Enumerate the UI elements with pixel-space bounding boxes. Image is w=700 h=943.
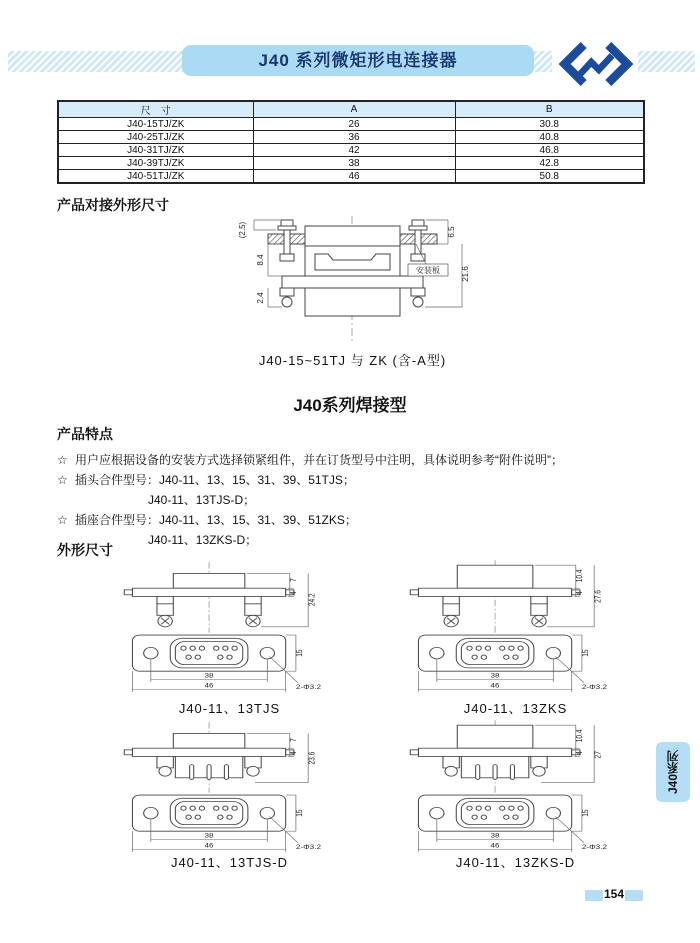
cell-b: 30.8	[455, 118, 644, 131]
feature-text: J40-11、13ZKS-D；	[148, 533, 258, 547]
cell-model: J40-51TJ/ZK	[58, 170, 253, 184]
section-title-outline: 外形尺寸	[57, 542, 113, 558]
dim-flange: 4	[574, 591, 585, 595]
feature-line	[57, 451, 657, 471]
footer-accent-right	[625, 890, 643, 901]
series-side-tab	[656, 742, 690, 802]
star-icon: ☆	[57, 453, 68, 467]
brand-logo-icon	[558, 40, 634, 88]
dim-cap: 10.4	[574, 569, 585, 583]
section-title-mating: 产品对接外形尺寸	[57, 197, 169, 213]
mating-drawing	[230, 214, 475, 346]
feature-line	[57, 471, 657, 491]
outline-drawing-tjs	[112, 557, 347, 695]
footer-accent-left	[585, 890, 603, 901]
dim-label: 2.4	[256, 292, 265, 304]
dim-flange: 4	[288, 751, 299, 755]
outline-drawing-tjs-d	[112, 717, 347, 855]
section-title-features: 产品特点	[57, 426, 113, 442]
cell-model: J40-15TJ/ZK	[58, 118, 253, 131]
cell-a: 38	[253, 157, 455, 170]
cell-b: 46.8	[455, 144, 644, 157]
dim-face-h: 15	[294, 809, 305, 817]
star-icon: ☆	[57, 513, 68, 527]
drawing-caption: J40-11、13TJS-D	[170, 855, 289, 870]
dim-holes: 38	[204, 671, 214, 680]
col-header-size: 尺 寸	[58, 101, 253, 118]
dim-width: 46	[204, 681, 214, 690]
feature-text: 用户应根据设备的安装方式选择锁紧组件，并在订货型号中注明，具体说明参考“附件说明”；	[75, 453, 563, 467]
dimension-table	[57, 100, 645, 184]
feature-line	[57, 511, 657, 531]
mounting-plate-label: 安装板	[416, 266, 440, 275]
table-row	[58, 144, 644, 157]
hole-callout: 2-Φ3.2	[295, 683, 322, 692]
star-icon: ☆	[57, 473, 68, 487]
cell-model: J40-31TJ/ZK	[58, 144, 253, 157]
cell-a: 36	[253, 131, 455, 144]
dim-flange: 4	[288, 591, 299, 595]
cell-b: 40.8	[455, 131, 644, 144]
drawing-caption: J40-11、13ZKS-D	[455, 855, 576, 870]
feature-text: 插头合件型号：J40-11、13、15、31、39、51TJS；	[75, 473, 355, 487]
col-header-b: B	[455, 101, 644, 118]
mating-caption: J40-15~51TJ 与 ZK (含-A型)	[258, 353, 447, 368]
dim-holes: 38	[204, 831, 214, 840]
dim-label: (2.5)	[238, 221, 247, 239]
cell-model: J40-25TJ/ZK	[58, 131, 253, 144]
feature-line	[57, 491, 700, 511]
hole-callout: 2-Φ3.2	[295, 843, 322, 852]
table-row	[58, 118, 644, 131]
table-row	[58, 131, 644, 144]
dim-label: 6.5	[447, 226, 456, 238]
side-tab-label: J40系列	[666, 749, 680, 795]
dim-face-h: 15	[580, 809, 591, 817]
dim-total: 27.6	[592, 590, 603, 603]
table-header-row	[58, 101, 644, 118]
dim-cap: 10.4	[574, 729, 585, 743]
feature-text: 插座合件型号：J40-11、13、15、31、39、51ZKS；	[75, 513, 357, 527]
dim-flange: 4	[574, 751, 585, 755]
page-number: 154	[604, 887, 625, 901]
dim-total: 23.6	[306, 751, 317, 765]
col-header-a: A	[253, 101, 455, 118]
dim-width: 46	[204, 841, 214, 850]
drawing-caption: J40-11、13ZKS	[463, 701, 568, 716]
hole-callout: 2-Φ3.2	[581, 843, 608, 852]
cell-a: 46	[253, 170, 455, 184]
dim-total: 24.2	[306, 593, 317, 607]
dim-cap: 7	[288, 578, 299, 582]
dim-cap: 7	[288, 738, 299, 742]
feature-line	[57, 531, 700, 551]
dim-width: 46	[490, 841, 500, 850]
cell-model: J40-39TJ/ZK	[58, 157, 253, 170]
table-row	[58, 170, 644, 184]
hole-callout: 2-Φ3.2	[581, 683, 608, 692]
dim-width: 46	[490, 681, 500, 690]
cell-b: 42.8	[455, 157, 644, 170]
dim-face-h: 15	[294, 649, 305, 657]
outline-drawing-zks-d	[398, 717, 633, 855]
drawing-caption: J40-11、13TJS	[178, 701, 281, 716]
dim-label: 8.4	[256, 254, 265, 266]
cell-a: 26	[253, 118, 455, 131]
dim-label: 21.6	[461, 266, 470, 282]
dim-total: 27	[592, 751, 603, 759]
page-title: J40 系列微矩形电连接器	[258, 51, 458, 70]
dim-holes: 38	[490, 831, 500, 840]
dim-holes: 38	[490, 671, 500, 680]
table-row	[58, 157, 644, 170]
cell-a: 42	[253, 144, 455, 157]
cell-b: 50.8	[455, 170, 644, 184]
outline-drawing-zks	[398, 557, 633, 695]
feature-text: J40-11、13TJS-D；	[148, 493, 256, 507]
series-heading: J40系列焊接型	[293, 396, 407, 415]
dim-face-h: 15	[580, 649, 591, 657]
